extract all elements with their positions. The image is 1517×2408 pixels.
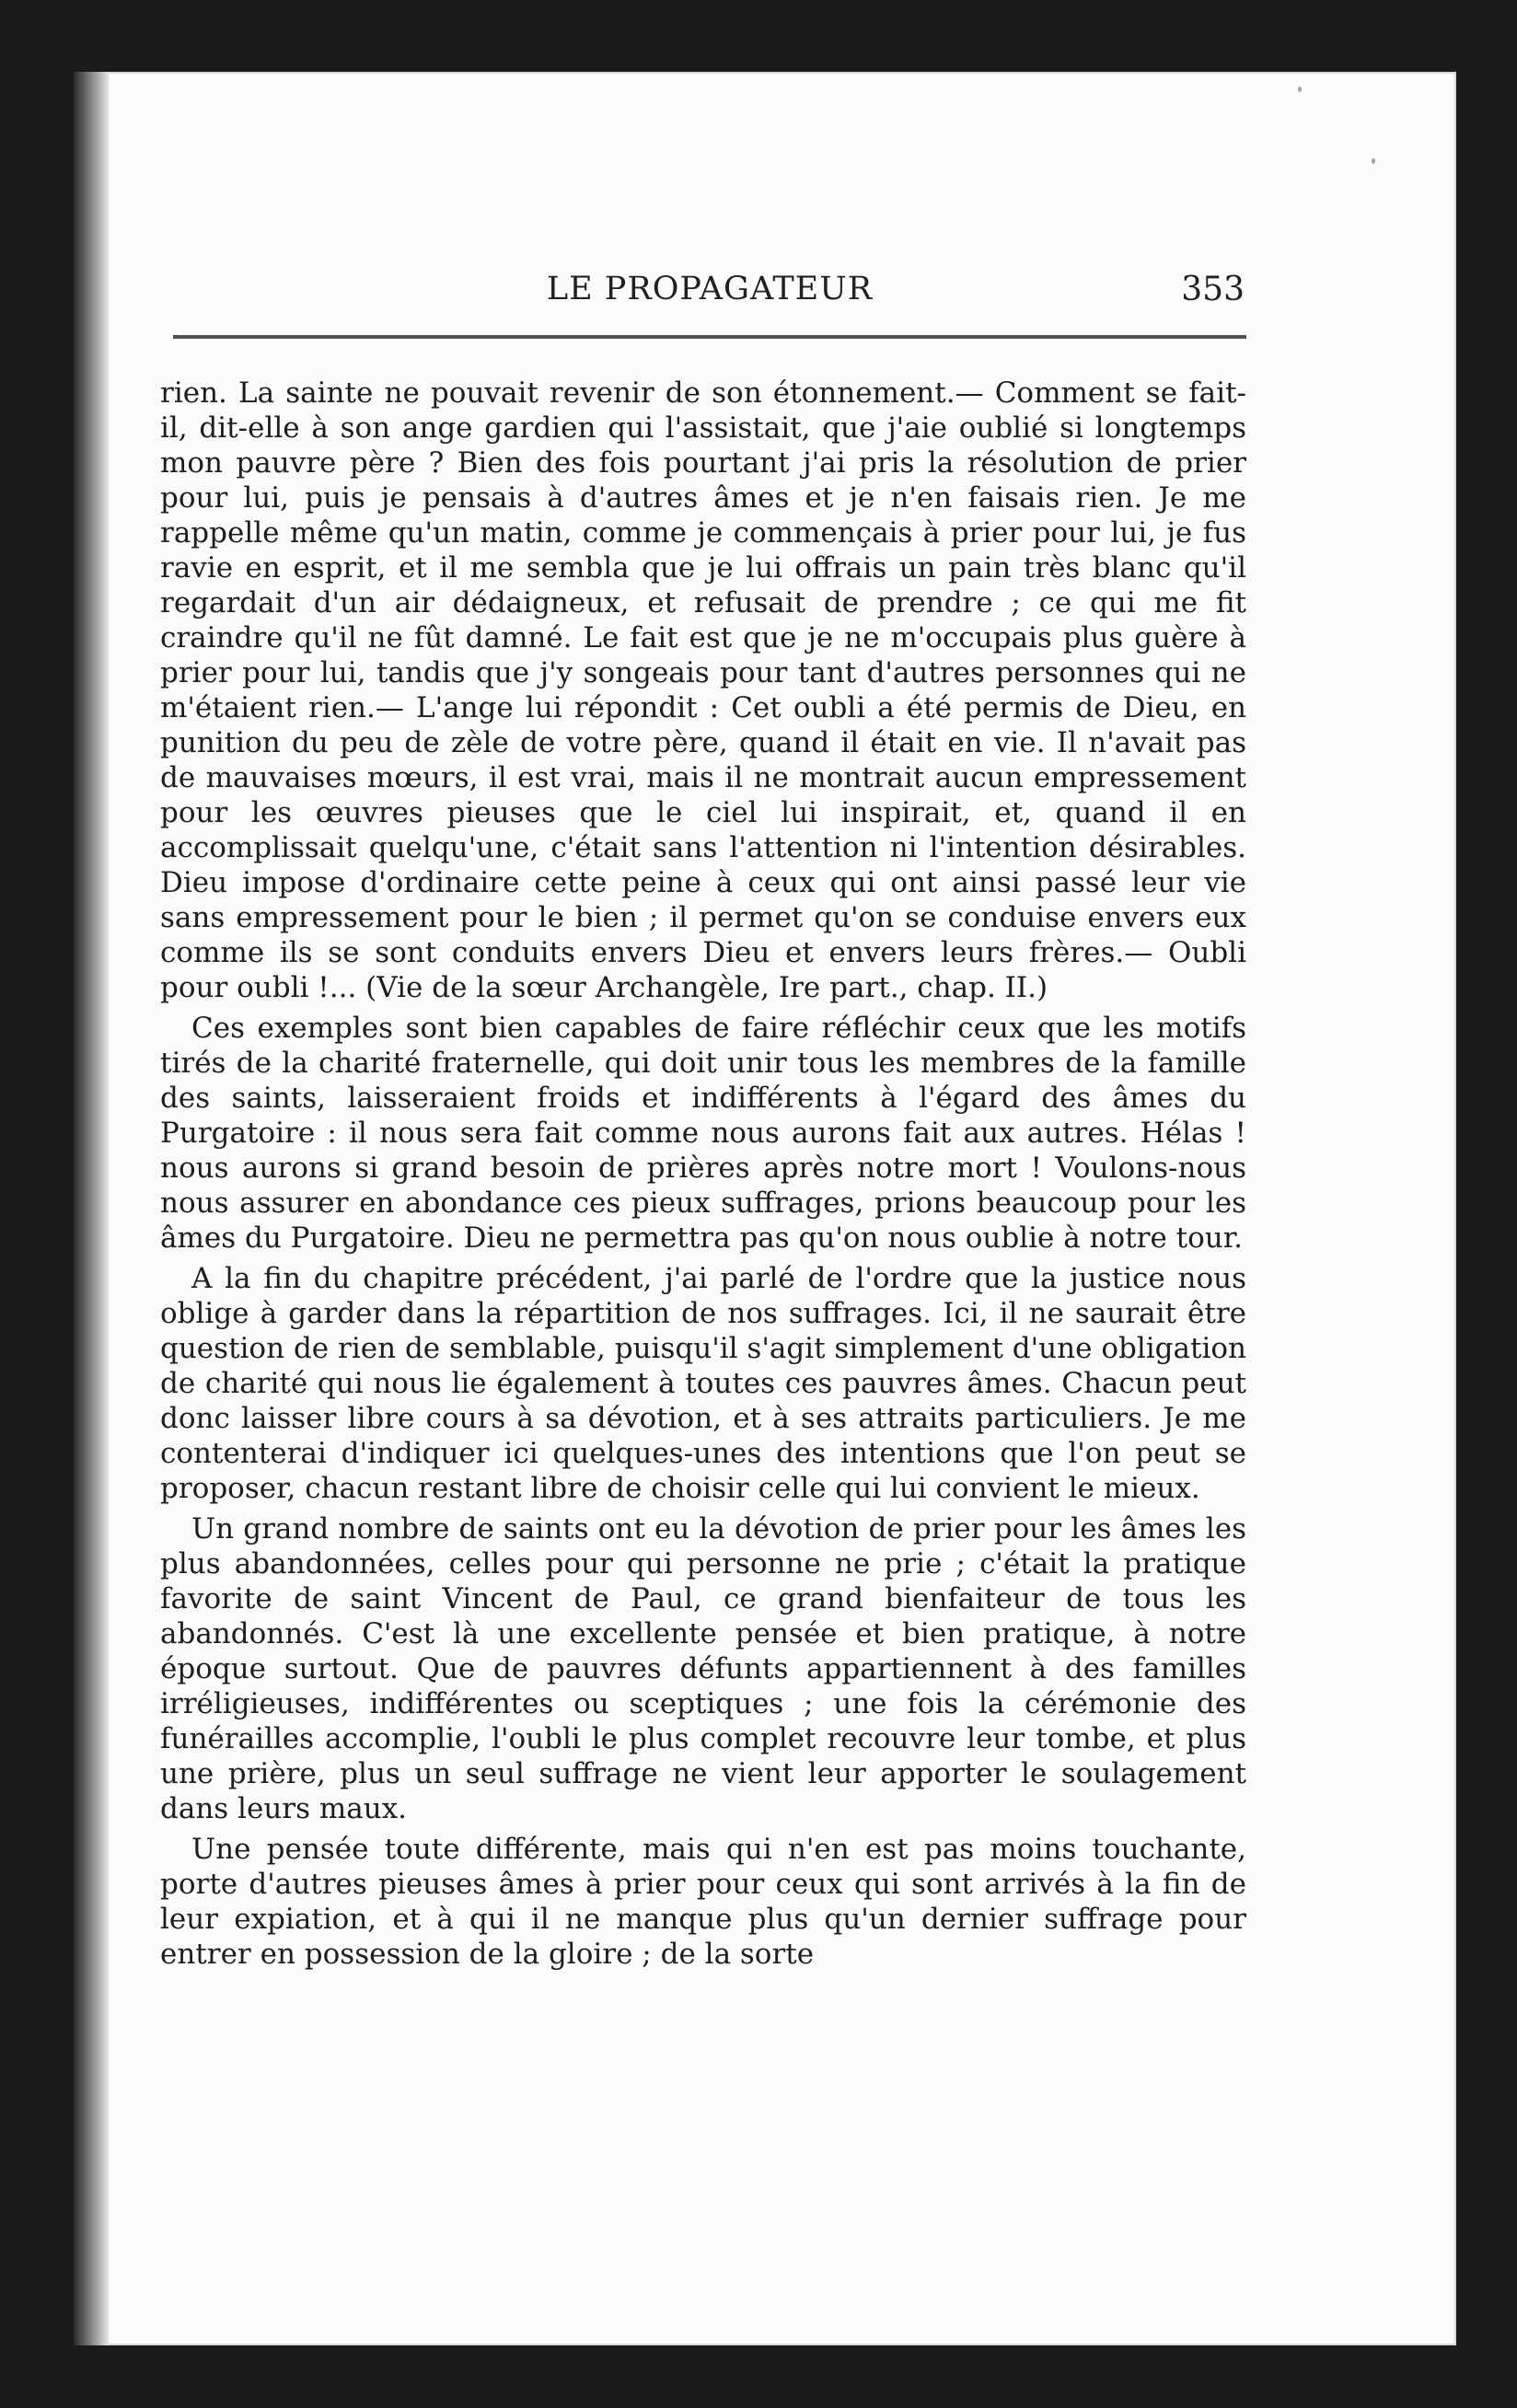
paragraph-4: Un grand nombre de saints ont eu la dévotion de prier pour les âmes les plus abandonnées, celles pour qui personne ne prie ; c'était la pratique favorite de saint Vincent de Paul, ce grand bienfaiteur de tous les abandonnés. C'est là une excellente pensée et bien pratique, à notre époque surtout. Que de pauvres défunts appartiennent à des familles irréligieuses, indifférentes ou sceptiques ; une fois la cérémonie des funérailles accomplie, l'oubli le plus complet recouvre leur tombe, et plus une prière, plus un seul suffrage ne vient leur apporter le soulagement dans leurs maux. [160,1512,1246,1825]
page-number: 353 [1181,271,1245,308]
paragraph-2: Ces exemples sont bien capables de faire réfléchir ceux que les motifs tirés de la charité fraternelle, qui doit unir tous les membres de la famille des saints, laisseraient froids et indifférents à l'égard des âmes du Purgatoire : il nous sera fait comme nous aurons fait aux autres. Hélas ! nous aurons si grand besoin de prières après notre mort ! Voulons-nous nous assurer en abondance ces pieux suffrages, prions beaucoup pour les âmes du Purgatoire. Dieu ne permettra pas qu'on nous oublie à notre tour. [160,1012,1246,1255]
header-rule [173,335,1246,339]
paragraph-5: Une pensée toute différente, mais qui n'en est pas moins touchante, porte d'autres pieuses âmes à prier pour ceux qui sont arrivés à la fin de leur expiation, et à qui il ne manque plus qu'un dernier suffrage pour entrer en possession de la gloire ; de la sorte [160,1833,1246,1971]
paragraph-1: rien. La sainte ne pouvait revenir de son étonnement.— Comment se fait-il, dit-elle à son ange gardien qui l'assistait, que j'aie oublié si longtemps mon pauvre père ? Bien des fois pourtant j'ai pris la résolution de prier pour lui, puis je pensais à d'autres âmes et je n'en faisais rien. Je me rappelle même qu'un matin, comme je commençais à prier pour lui, je fus ravie en esprit, et il me sembla que je lui offrais un pain très blanc qu'il regardait d'un air dédaigneux, et refusait de prendre ; ce qui me fit craindre qu'il ne fût damné. Le fait est que je ne m'occupais plus guère à prier pour lui, tandis que j'y songeais pour tant d'autres personnes qui ne m'étaient rien.— L'ange lui répondit : Cet oubli a été permis de Dieu, en punition du peu de zèle de votre père, quand il était en vie. Il n'avait pas de mauvaises mœurs, il est vrai, mais il ne montrait aucun empressement pour les œuvres pieuses que le ciel lui inspirait, et, quand il en accomplissait quelqu'une, c'était sans l'attention ni l'intention désirables. Dieu impose d'ordinaire cette peine à ceux qui ont ainsi passé leur vie sans empressement pour le bien ; il permet qu'on se conduise envers eux comme ils se sont conduits envers Dieu et envers leurs frères.— Oubli pour oubli !... (Vie de la sœur Archangèle, Ire part., chap. II.) [160,376,1246,1004]
page-spine-shadow [74,72,109,2345]
paper-speck [1372,158,1375,164]
body-text [160,376,1246,1977]
scanned-page [74,72,1456,2345]
running-header [175,263,1245,328]
paper-speck [1298,87,1302,92]
running-title: LE PROPAGATEUR [546,271,874,307]
paragraph-3: A la fin du chapitre précédent, j'ai parlé de l'ordre que la justice nous oblige à garder dans la répartition de nos suffrages. Ici, il ne saurait être question de rien de semblable, puisqu'il s'agit simplement d'une obligation de charité qui nous lie également à toutes ces pauvres âmes. Chacun peut donc laisser libre cours à sa dévotion, et à ses attraits particuliers. Je me contenterai d'indiquer ici quelques-unes des intentions que l'on peut se proposer, chacun restant libre de choisir celle qui lui convient le mieux. [160,1262,1246,1505]
